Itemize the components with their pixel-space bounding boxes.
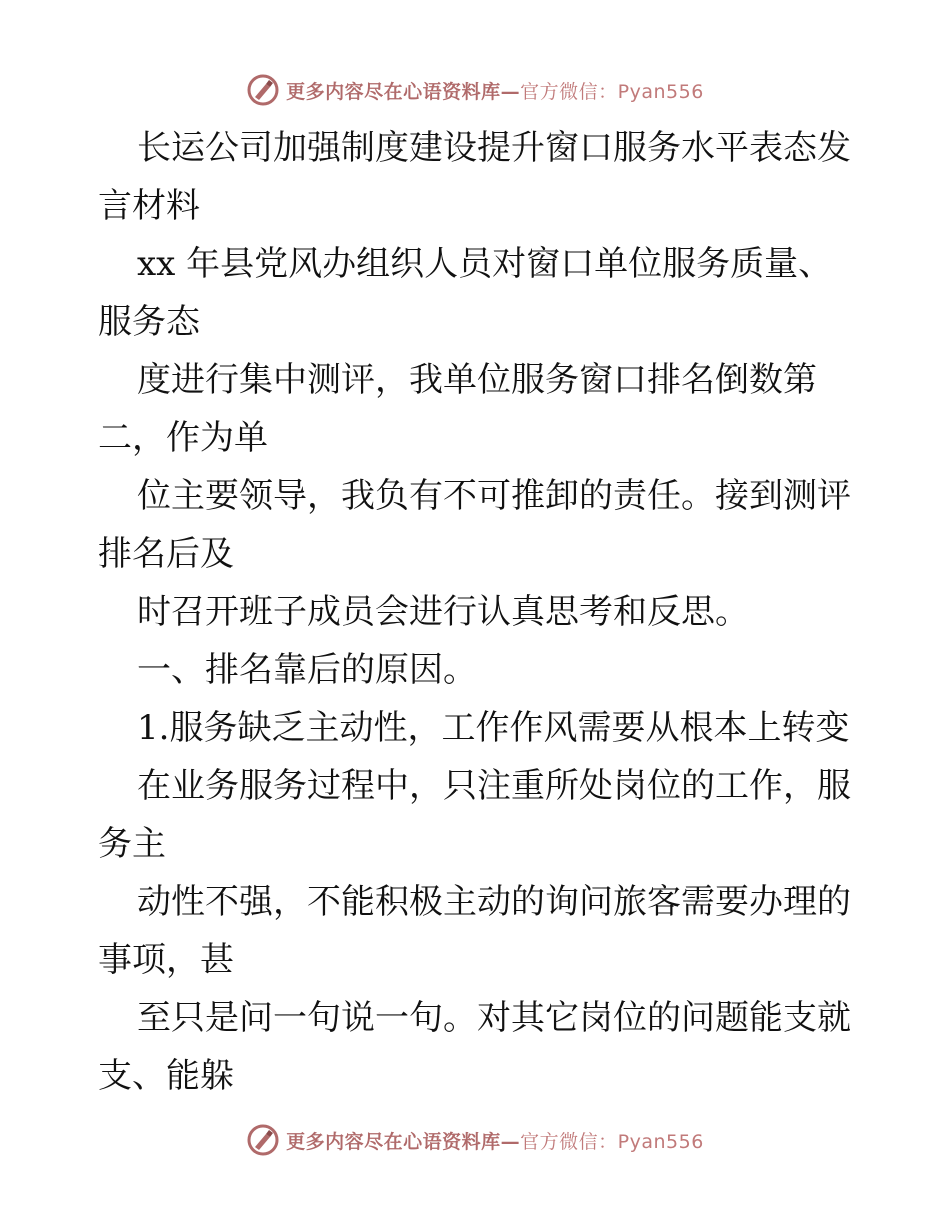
watermark-text — [286, 77, 704, 104]
document-line: 事项，甚 — [98, 940, 234, 980]
watermark-wechat: 官方微信：Pyan556 — [520, 1130, 704, 1153]
document-line: 言材料 — [98, 186, 200, 226]
document-line: 务主 — [98, 824, 166, 864]
watermark-wechat: 官方微信：Pyan556 — [520, 80, 704, 103]
pen-seal-logo-icon — [246, 1123, 280, 1157]
document-line: 排名后及 — [98, 534, 234, 574]
document-line: 一、排名靠后的原因。 — [137, 650, 477, 690]
document-line: 在业务服务过程中，只注重所处岗位的工作，服 — [137, 766, 851, 806]
document-line: 位主要领导，我负有不可推卸的责任。接到测评 — [137, 476, 851, 516]
pen-seal-logo-icon — [246, 73, 280, 107]
document-line: 二，作为单 — [98, 418, 268, 458]
document-line: 服务态 — [98, 302, 200, 342]
watermark-banner-bottom — [0, 1120, 950, 1160]
watermark-text — [286, 1127, 704, 1154]
document-line: 时召开班子成员会进行认真思考和反思。 — [137, 592, 749, 632]
document-line: 长运公司加强制度建设提升窗口服务水平表态发 — [137, 128, 851, 168]
watermark-banner-top — [0, 70, 950, 110]
document-line: 支、能躲 — [98, 1056, 234, 1096]
watermark-source: 更多内容尽在心语资料库— — [286, 80, 521, 103]
document-line: 至只是问一句说一句。对其它岗位的问题能支就 — [137, 998, 851, 1038]
document-line: xx 年县党风办组织人员对窗口单位服务质量、 — [137, 244, 833, 284]
watermark-source: 更多内容尽在心语资料库— — [286, 1130, 521, 1153]
document-line: 度进行集中测评，我单位服务窗口排名倒数第 — [137, 360, 817, 400]
document-line: 动性不强，不能积极主动的询问旅客需要办理的 — [137, 882, 851, 922]
document-line: 1.服务缺乏主动性，工作作风需要从根本上转变 — [137, 708, 850, 748]
